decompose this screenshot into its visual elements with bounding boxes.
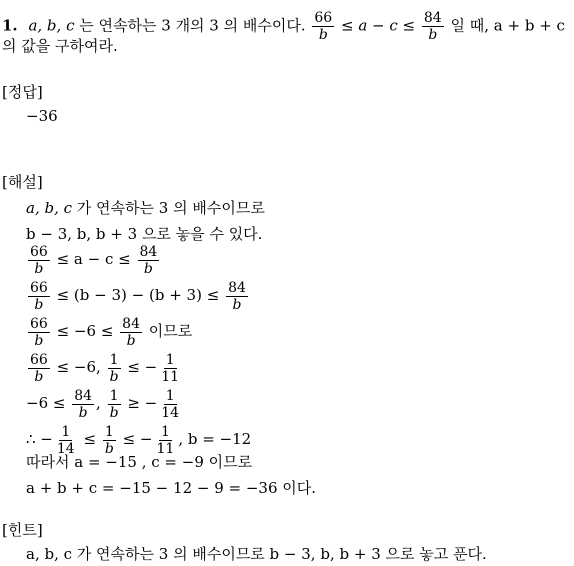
solution-line-5: $\frac{66}{b}$ ≤ −6 ≤ $\frac{84}{b}$ 이므로 <box>30 315 193 349</box>
problem-inequality: ≤ a − c ≤ <box>341 16 420 35</box>
hint-label: [힌트] <box>2 521 43 539</box>
problem-number: 1. <box>2 16 18 35</box>
fraction-84-over-b: $\frac{84}{b}$ <box>423 10 442 43</box>
problem-variables: a, b, c <box>28 16 75 35</box>
problem-statement-line-2: 의 값을 구하여라. <box>2 37 118 55</box>
solution-line-7: −6 ≤ $\frac{84}{b}$ , $\frac{1}{b}$ ≥ − $\frac{1}{14}$ <box>26 387 180 421</box>
solution-line-1: a, b, c 가 연속하는 3 의 배수이므로 <box>26 199 265 217</box>
fraction-66-over-b: $\frac{66}{b}$ <box>314 10 333 43</box>
solution-line-9: 따라서 a = −15 , c = −9 이므로 <box>26 453 253 471</box>
hint-text: a, b, c 가 연속하는 3 의 배수이므로 b − 3, b, b + 3 으로 놓고 푼다. <box>26 545 487 563</box>
problem-text-1: 는 연속하는 3 개의 3 의 배수이다. <box>79 16 311 35</box>
solution-line-4: $\frac{66}{b}$ ≤ (b − 3) − (b + 3) ≤ $\frac{84}{b}$ <box>30 279 246 313</box>
solution-line-2: b − 3, b, b + 3 으로 놓을 수 있다. <box>26 225 263 243</box>
solution-line-6: $\frac{66}{b}$ ≤ −6, $\frac{1}{b}$ ≤ − $\frac{1}{11}$ <box>30 351 180 385</box>
answer-label: [정답] <box>2 83 43 101</box>
solution-line-8: ∴ − $\frac{1}{14}$ ≤ $\frac{1}{b}$ ≤ − $\frac{1}{11}$ , b = −12 <box>26 423 252 457</box>
solution-line-3: $\frac{66}{b}$ ≤ a − c ≤ $\frac{84}{b}$ <box>30 243 158 277</box>
solution-line-10: a + b + c = −15 − 12 − 9 = −36 이다. <box>26 479 317 497</box>
answer-value: −36 <box>26 107 58 125</box>
problem-text-2: 일 때, a + b + c <box>450 16 565 35</box>
solution-label: [해설] <box>2 173 43 191</box>
